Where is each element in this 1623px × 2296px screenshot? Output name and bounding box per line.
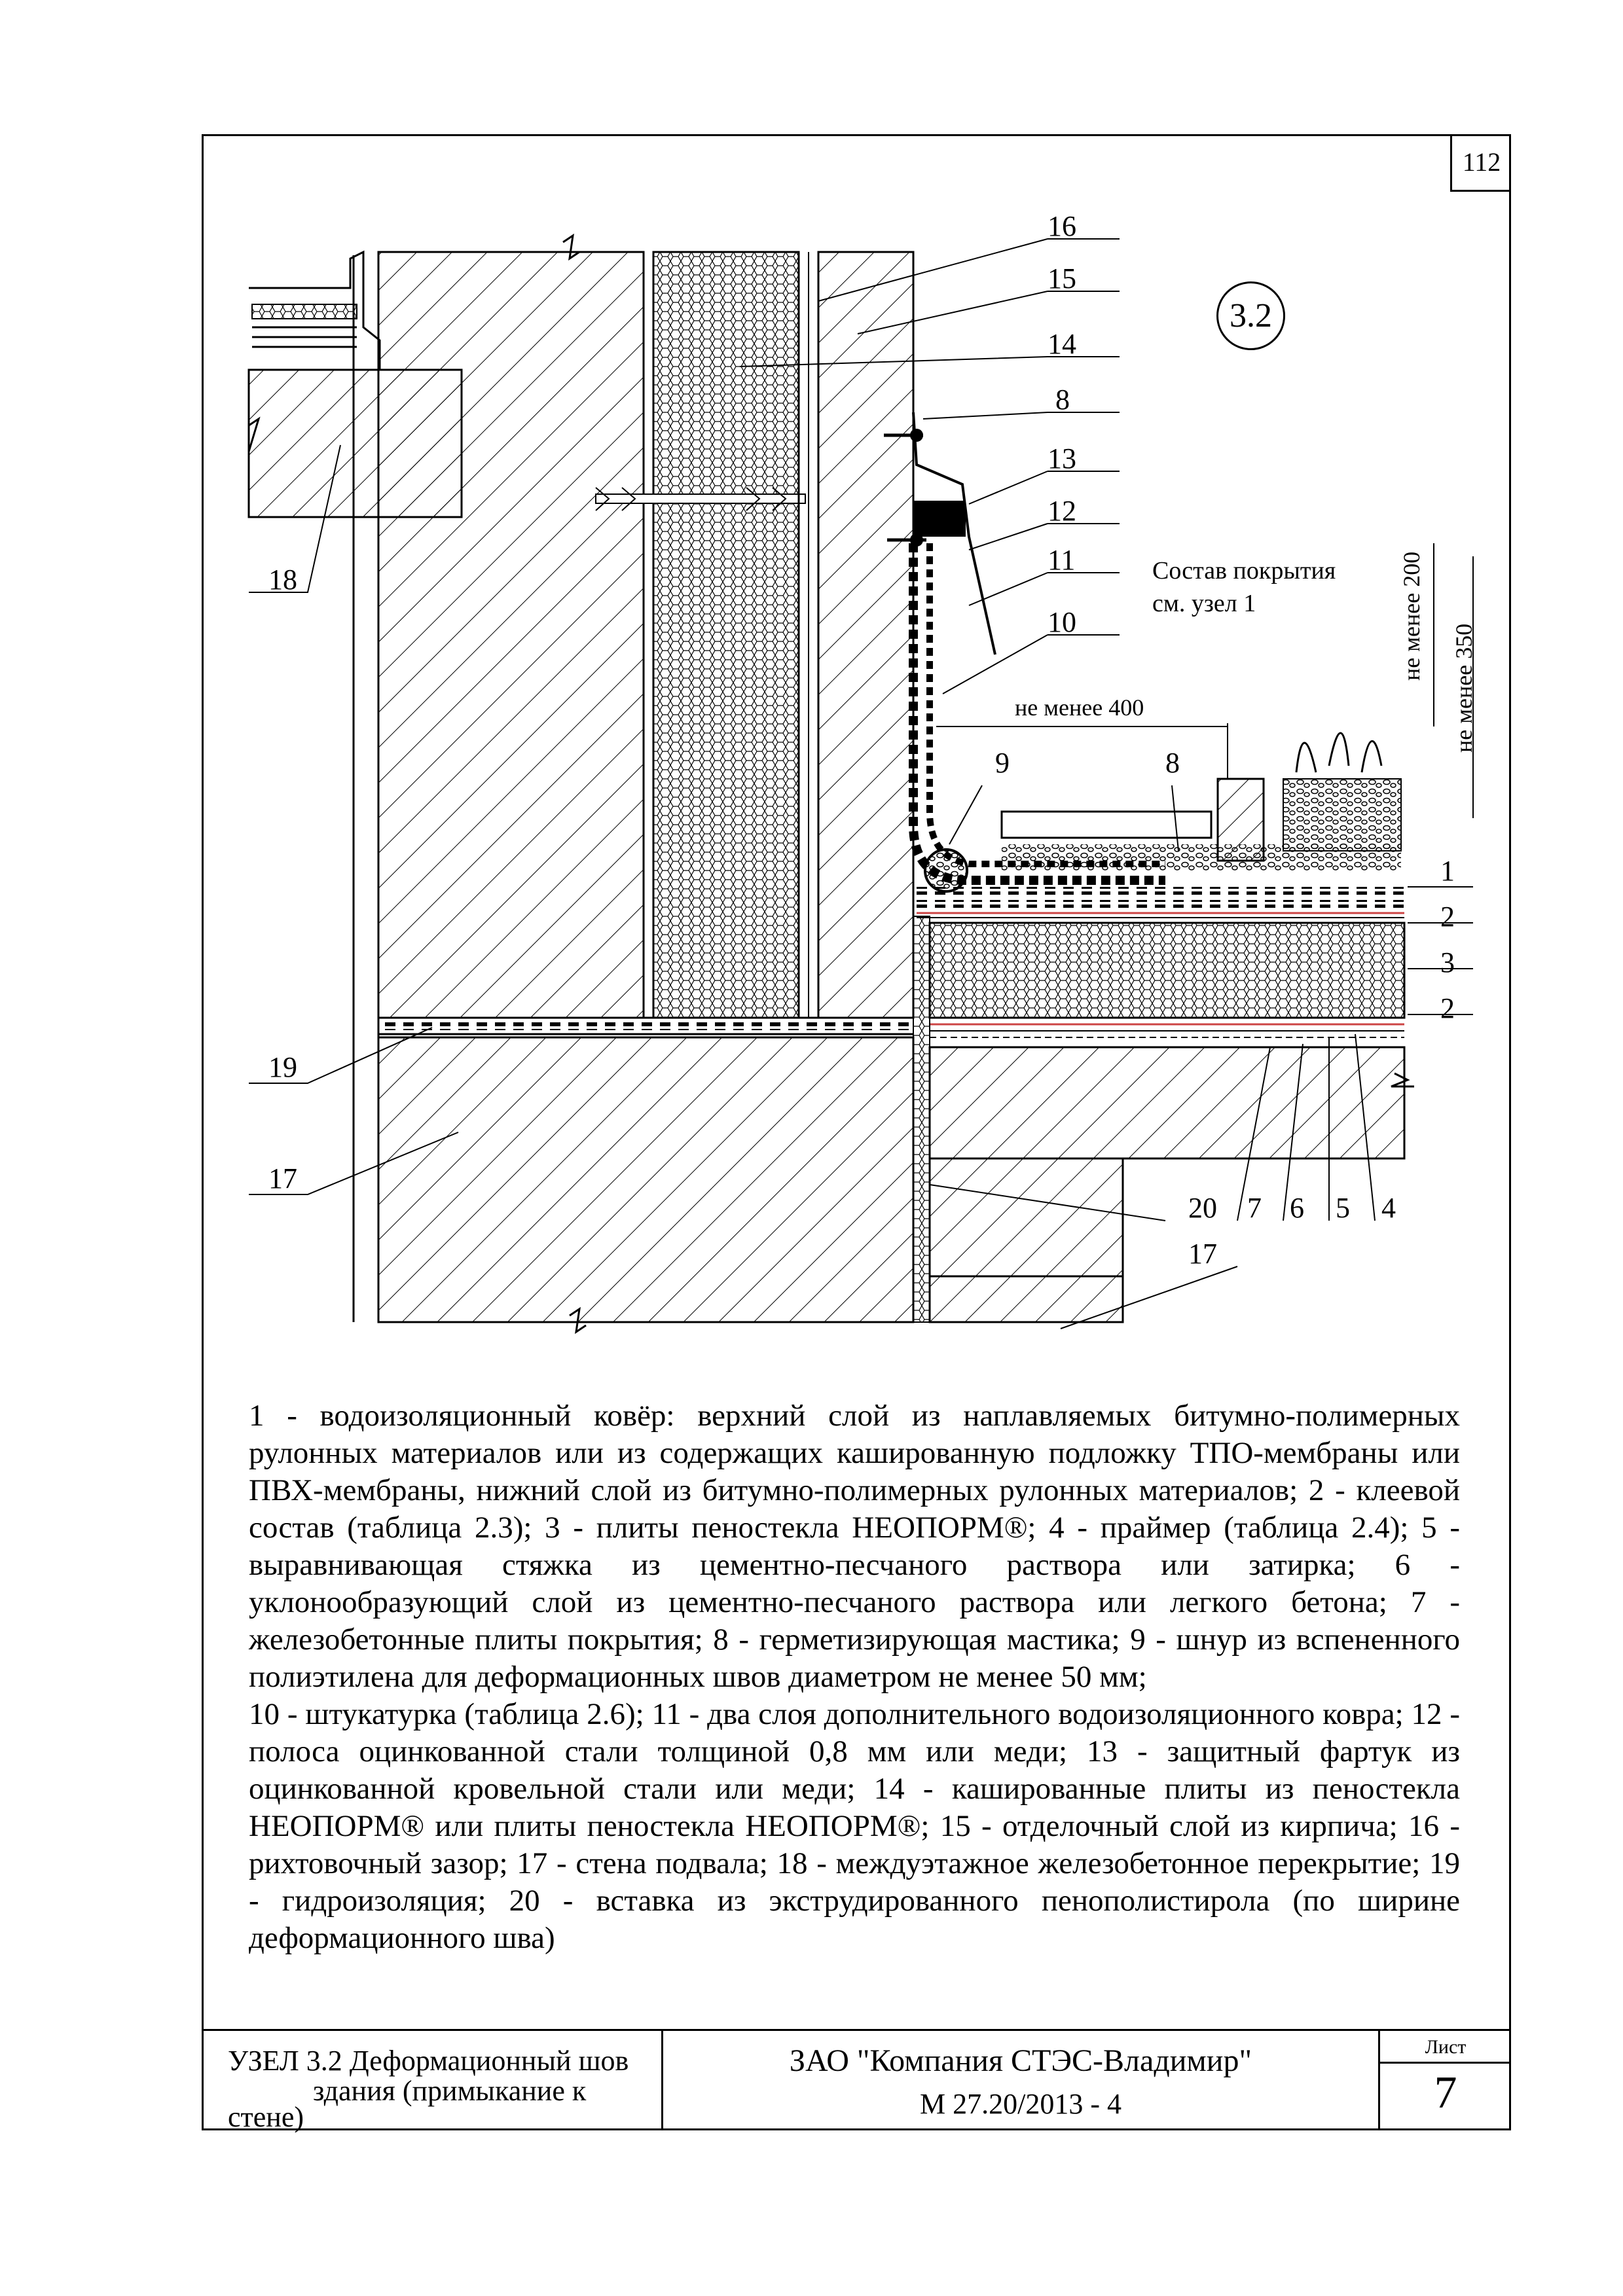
callout-5: 5 bbox=[1336, 1192, 1350, 1224]
title-block bbox=[202, 2029, 1511, 2133]
title-line-2: здания (примыкание к bbox=[313, 2075, 587, 2107]
callout-9: 9 bbox=[995, 747, 1010, 779]
roof-layers bbox=[917, 733, 1414, 1158]
note-roof-composition-1: Состав покрытия bbox=[1152, 557, 1336, 584]
company-cell bbox=[663, 2031, 1380, 2130]
callout-10: 10 bbox=[1048, 606, 1076, 638]
sheet-label: Лист bbox=[1380, 2036, 1511, 2064]
title-cell bbox=[202, 2031, 663, 2133]
callout-13: 13 bbox=[1048, 442, 1076, 475]
waterproofing-19 bbox=[378, 1018, 913, 1034]
title-line-1: УЗЕЛ 3.2 Деформационный шов bbox=[228, 2045, 629, 2077]
callout-1: 1 bbox=[1440, 855, 1455, 887]
callout-19: 19 bbox=[268, 1051, 297, 1083]
legend-paragraph-2: 10 - штукатурка (таблица 2.6); 11 - два слоя дополнительного водоизоляционного ковра; 12 - полоса оцинкованной стали толщиной 0,8 мм или меди; 13 - защитный фартук из оцинкованной кровельной стали или меди; 14 - кашированные плиты из пеностекла НЕОПОРМ® или плиты пеностекла НЕОПОРМ®; 15 - отделочный слой из кирпича; 16 - рихтовочный зазор; 17 - стена подвала; 18 - междуэтажное железобетонное перекрытие; 19 - гидроизоляция; 20 - вставка из экструдированного пенополистирола (по ширине деформационного шва) bbox=[249, 1697, 1460, 1955]
title-line-3: стене) bbox=[228, 2101, 304, 2133]
note-roof-composition-2: см. узел 1 bbox=[1152, 590, 1256, 617]
callout-3: 3 bbox=[1440, 946, 1455, 978]
dimension-min-400: не менее 400 bbox=[1015, 694, 1144, 721]
dimension-min-350: не менее 350 bbox=[1451, 623, 1477, 753]
callout-12: 12 bbox=[1048, 495, 1076, 527]
callout-18: 18 bbox=[268, 564, 297, 596]
document-code: М 27.20/2013 - 4 bbox=[920, 2088, 1122, 2120]
callout-8-top: 8 bbox=[1055, 384, 1070, 416]
callout-16: 16 bbox=[1048, 210, 1076, 242]
callout-7: 7 bbox=[1247, 1192, 1262, 1224]
node-circle bbox=[1216, 281, 1285, 350]
callout-6: 6 bbox=[1290, 1192, 1304, 1224]
callout-17-left: 17 bbox=[268, 1162, 297, 1194]
company-name: ЗАО "Компания СТЭС-Владимир" bbox=[789, 2043, 1252, 2078]
dimension-min-200: не менее 200 bbox=[1398, 551, 1425, 681]
callout-20: 20 bbox=[1188, 1192, 1217, 1224]
sheet-value: 7 bbox=[1434, 2068, 1457, 2118]
callout-15: 15 bbox=[1048, 262, 1076, 295]
node-label: 3.2 bbox=[1230, 297, 1272, 334]
callout-17-right: 17 bbox=[1188, 1238, 1217, 1270]
callout-14: 14 bbox=[1048, 328, 1076, 360]
callout-4: 4 bbox=[1381, 1192, 1396, 1224]
callout-8-bottom: 8 bbox=[1165, 747, 1180, 779]
sheet-cell bbox=[1380, 2031, 1511, 2130]
insulation-14 bbox=[653, 252, 809, 1018]
top-sheet-number: 112 bbox=[1450, 134, 1511, 192]
basement-wall-17 bbox=[378, 1037, 913, 1332]
legend bbox=[249, 1397, 1460, 1957]
legend-paragraph-1: 1 - водоизоляционный ковёр: верхний слой из наплавляемых битумно-полимерных рулонных материалов или из содержащих кашированную подложку ТПО-мембраны или ПВХ-мембраны, нижний слой из битумно-полимерных рулонных материалов; 2 - клеевой состав (таблица 2.3); 3 - плиты пеностекла НЕОПОРМ®; 4 - праймер (таблица 2.4); 5 - выравнивающая стяжка из цементно-песчаного раствора или затирка; 6 - уклонообразующий слой из цементно-песчаного раствора или легкого бетона; 7 - железобетонные плиты покрытия; 8 - герметизирующая мастика; 9 - шнур из вспененного полиэтилена для деформационных швов диаметром не менее 50 мм; bbox=[249, 1399, 1460, 1694]
callout-2-top: 2 bbox=[1440, 901, 1455, 933]
callout-2-bottom: 2 bbox=[1440, 992, 1455, 1024]
callout-11: 11 bbox=[1048, 544, 1076, 576]
brick-facing-15 bbox=[818, 252, 913, 1018]
